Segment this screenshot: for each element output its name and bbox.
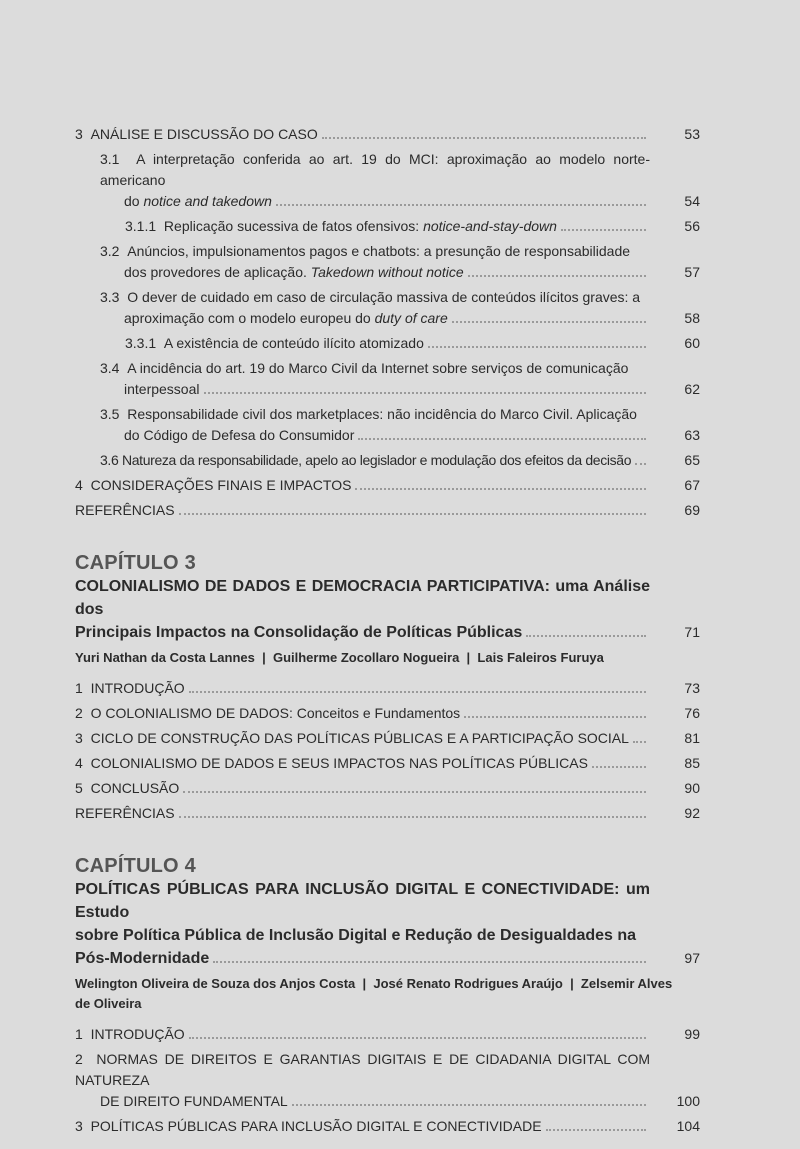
entry-page: 69 <box>684 502 700 518</box>
entry-number: 3 <box>75 126 83 142</box>
toc-entry-c4-2[interactable] <box>75 1049 700 1112</box>
chapter-3-authors: Yuri Nathan da Costa Lannes | Guilherme Zocollaro Nogueira | Lais Faleiros Furuya <box>75 650 604 665</box>
dot-leader <box>468 275 646 277</box>
entry-title-line1: A incidência do art. 19 do Marco Civil da Internet sobre serviços de comunicação <box>127 360 629 376</box>
chapter-page: 71 <box>684 624 700 640</box>
dot-leader <box>213 961 646 963</box>
dot-leader <box>183 791 646 793</box>
entry-title-line2: aproximação com o modelo europeu do <box>124 310 371 326</box>
entry-title: ANÁLISE E DISCUSSÃO DO CASO <box>90 126 318 142</box>
entry-number: 3.3.1 <box>125 335 157 351</box>
dot-leader <box>292 1104 646 1106</box>
entry-number: 3.1 <box>100 151 120 167</box>
dot-leader <box>189 691 646 693</box>
entry-number: 1 <box>75 680 83 696</box>
entry-page: 76 <box>684 705 700 721</box>
dot-leader <box>358 438 646 440</box>
entry-page: 60 <box>684 335 700 351</box>
entry-page: 54 <box>684 193 700 209</box>
entry-title: POLÍTICAS PÚBLICAS PARA INCLUSÃO DIGITAL E CONECTIVIDADE <box>90 1118 542 1134</box>
dot-leader <box>452 321 646 323</box>
entry-title-line1: O dever de cuidado em caso de circulação massiva de conteúdos ilícitos graves: a <box>127 289 641 305</box>
chapter-4-label: CAPÍTULO 4 <box>75 855 196 877</box>
entry-title-line2: dos provedores de aplicação. <box>124 264 307 280</box>
dot-leader <box>179 513 646 515</box>
entry-number: 3.5 <box>100 406 120 422</box>
entry-number: 3.3 <box>100 289 120 305</box>
entry-number: 5 <box>75 780 83 796</box>
dot-leader <box>526 635 646 637</box>
entry-title-italic: notice-and-stay-down <box>423 218 557 234</box>
entry-page: 73 <box>684 680 700 696</box>
toc-entry-3-3-1[interactable] <box>75 333 700 354</box>
entry-number: 3.2 <box>100 243 120 259</box>
chapter-page: 97 <box>684 950 700 966</box>
toc-entry-3-5[interactable] <box>75 404 700 446</box>
entry-page: 63 <box>684 427 700 443</box>
dot-leader <box>464 716 646 718</box>
chapter-title-line2: Principais Impactos na Consolidação de Políticas Públicas <box>75 624 523 641</box>
chapter-title-rest: um Estudo <box>75 881 650 921</box>
toc-entry-3-6[interactable] <box>75 450 700 471</box>
entry-number: 3.6 <box>100 452 119 468</box>
entry-number: 4 <box>75 477 83 493</box>
entry-number: 3 <box>75 730 83 746</box>
toc-entry-3[interactable] <box>75 124 700 145</box>
dot-leader <box>189 1037 646 1039</box>
dot-leader <box>592 766 646 768</box>
entry-title: INTRODUÇÃO <box>90 1026 185 1042</box>
entry-title-italic: Takedown without notice <box>310 264 464 280</box>
toc-entry-3-3[interactable] <box>75 287 700 329</box>
toc-entry-4[interactable] <box>75 475 700 496</box>
entry-title: Natureza da responsabilidade, apelo ao legislador e modulação dos efeitos da decisão <box>121 452 632 468</box>
chapter-title-rest: uma Análise dos <box>75 578 650 618</box>
toc-entry-3-4[interactable] <box>75 358 700 400</box>
entry-page: 92 <box>684 805 700 821</box>
toc-entry-c3-references[interactable] <box>75 803 700 824</box>
entry-number: 2 <box>75 1051 83 1067</box>
toc-entry-c3-2[interactable] <box>75 703 700 724</box>
entry-page: 62 <box>684 381 700 397</box>
chapter-title-bold: COLONIALISMO DE DADOS E DEMOCRACIA PARTICIPATIVA: <box>75 578 550 595</box>
entry-page: 53 <box>684 126 700 142</box>
entry-page: 85 <box>684 755 700 771</box>
entry-page: 104 <box>676 1118 700 1134</box>
chapter-4-authors: Welington Oliveira de Souza dos Anjos Costa | José Renato Rodrigues Araújo | Zelsemir Alves de Oliveira <box>75 976 676 1011</box>
dot-leader <box>546 1129 646 1131</box>
entry-page: 100 <box>676 1093 700 1109</box>
entry-title-line1: Anúncios, impulsionamentos pagos e chatbots: a presunção de responsabilidade <box>127 243 631 259</box>
chapter-title-line3: Pós-Modernidade <box>75 950 210 967</box>
entry-number: 3.1.1 <box>125 218 157 234</box>
toc-entry-3-1[interactable] <box>75 149 700 212</box>
entry-number: 1 <box>75 1026 83 1042</box>
toc-entry-3-1-1[interactable] <box>75 216 700 237</box>
entry-title: CONCLUSÃO <box>90 780 180 796</box>
entry-page: 57 <box>684 264 700 280</box>
entry-title-line2: interpessoal <box>124 381 200 397</box>
entry-title-line1: A interpretação conferida ao art. 19 do MCI: aproximação ao modelo norte-americano <box>100 151 650 188</box>
entry-number: 2 <box>75 705 83 721</box>
entry-title-line2: do <box>124 193 140 209</box>
toc-entry-c3-3[interactable] <box>75 728 700 749</box>
chapter-4-title[interactable] <box>75 878 700 970</box>
entry-title-line2: DE DIREITO FUNDAMENTAL <box>100 1093 288 1109</box>
entry-title: CONSIDERAÇÕES FINAIS E IMPACTOS <box>90 477 352 493</box>
entry-title-line2: do Código de Defesa do Consumidor <box>124 427 355 443</box>
entry-page: 65 <box>684 452 700 468</box>
chapter-title-bold: POLÍTICAS PÚBLICAS PARA INCLUSÃO DIGITAL E CONECTIVIDADE: <box>75 881 620 898</box>
entry-title: REFERÊNCIAS <box>75 502 175 518</box>
toc-entry-3-2[interactable] <box>75 241 700 283</box>
entry-title: O COLONIALISMO DE DADOS: Conceitos e Fundamentos <box>90 705 461 721</box>
chapter-3-title[interactable] <box>75 575 700 644</box>
entry-page: 90 <box>684 780 700 796</box>
entry-number: 4 <box>75 755 83 771</box>
entry-number: 3 <box>75 1118 83 1134</box>
toc-entry-c3-1[interactable] <box>75 678 700 699</box>
chapter-3-label: CAPÍTULO 3 <box>75 552 196 574</box>
dot-leader <box>635 463 646 465</box>
dot-leader <box>276 204 646 206</box>
entry-title: CICLO DE CONSTRUÇÃO DAS POLÍTICAS PÚBLICAS E A PARTICIPAÇÃO SOCIAL <box>90 730 629 746</box>
entry-page: 81 <box>684 730 700 746</box>
entry-page: 56 <box>684 218 700 234</box>
toc-entry-references[interactable] <box>75 500 700 521</box>
dot-leader <box>561 229 646 231</box>
entry-title-italic: notice and takedown <box>143 193 272 209</box>
dot-leader <box>179 816 646 818</box>
dot-leader <box>428 346 646 348</box>
entry-title-line1: NORMAS DE DIREITOS E GARANTIAS DIGITAIS E DE CIDADANIA DIGITAL COM NATUREZA <box>75 1051 651 1088</box>
dot-leader <box>204 392 647 394</box>
toc-entry-c3-4[interactable] <box>75 753 700 774</box>
toc-entry-c4-3[interactable] <box>75 1116 700 1137</box>
entry-page: 67 <box>684 477 700 493</box>
entry-title: COLONIALISMO DE DADOS E SEUS IMPACTOS NAS POLÍTICAS PÚBLICAS <box>90 755 588 771</box>
entry-title: INTRODUÇÃO <box>90 680 185 696</box>
chapter-title-line2: sobre Política Pública de Inclusão Digital e Redução de Desigualdades na <box>75 927 637 944</box>
entry-title: Replicação sucessiva de fatos ofensivos: <box>163 218 420 234</box>
entry-title-italic: duty of care <box>374 310 448 326</box>
entry-number: 3.4 <box>100 360 120 376</box>
entry-page: 99 <box>684 1026 700 1042</box>
dot-leader <box>322 137 646 139</box>
dot-leader <box>633 741 646 743</box>
entry-page: 58 <box>684 310 700 326</box>
table-of-contents <box>75 120 700 1141</box>
entry-title-line1: Responsabilidade civil dos marketplaces: não incidência do Marco Civil. Aplicação <box>127 406 637 422</box>
dot-leader <box>355 488 646 490</box>
toc-entry-c4-1[interactable] <box>75 1024 700 1045</box>
entry-title: REFERÊNCIAS <box>75 805 175 821</box>
toc-entry-c3-5[interactable] <box>75 778 700 799</box>
entry-title: A existência de conteúdo ilícito atomizado <box>163 335 424 351</box>
